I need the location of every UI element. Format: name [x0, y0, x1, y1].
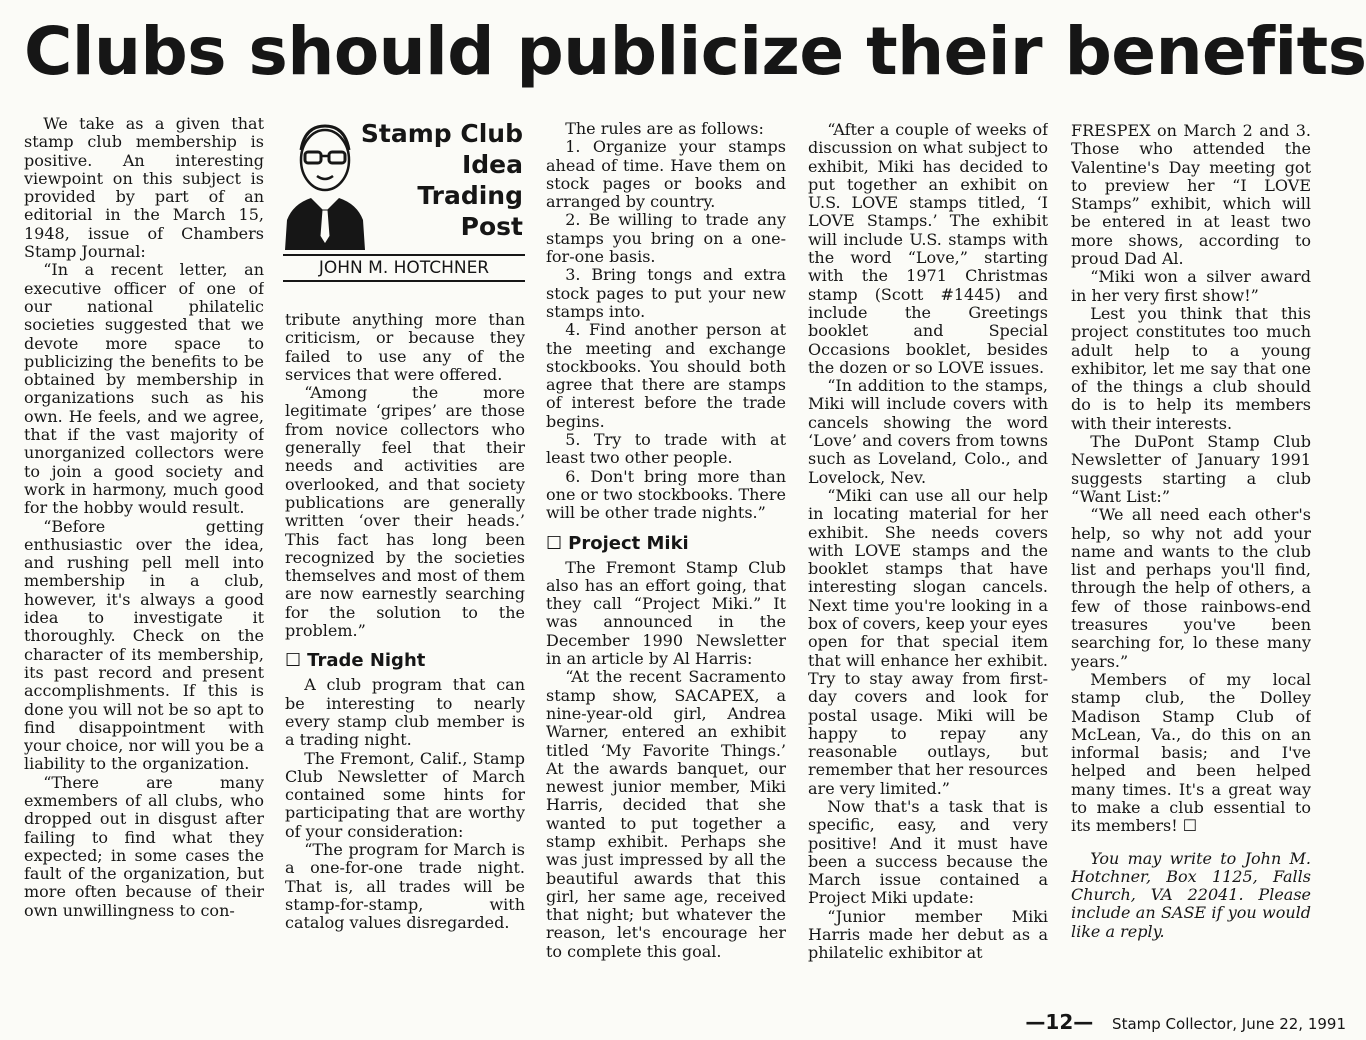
publication-credit: Stamp Collector, June 22, 1991 [1112, 1015, 1346, 1033]
paragraph: The DuPont Stamp Club Newsletter of January 1991 suggests starting a club “Want List:” [1071, 432, 1311, 506]
paragraph: “In a recent letter, an executive officer of one of our national philatelic societies suggested that we devote more space to publicizing the benefits to be obtained by membership in organizations such as his own. He feels, and we agree, that if the vast majority of unorganized collectors were to join a good society and work in harmony, much good for the hobby would result. [24, 260, 264, 518]
paragraph: 5. Try to trade with at least two other people. [546, 430, 786, 468]
paragraph: “We all need each other's help, so why not add your name and wants to the club list and perhaps you'll find, through the help of others, a few of those rainbows-end treasures you've been searching for, lo these many years.” [1071, 505, 1311, 671]
article-column-4 [808, 121, 1048, 971]
paragraph: The Fremont, Calif., Stamp Club Newsletter of March contained some hints for participating that are worthy of your consideration: [285, 748, 525, 841]
paragraph: The rules are as follows: [565, 120, 764, 138]
article-column-5 [1071, 122, 1311, 972]
paragraph: FRESPEX on March 2 and 3. Those who attended the Valentine's Day meeting got to preview her “I LOVE Stamps” exhibit, which will be entered in at least two more shows, according to proud Dad Al. [1071, 122, 1311, 269]
paragraph: 1. Organize your stamps ahead of time. Have them on stock pages or books and arranged by country. [546, 137, 786, 212]
paragraph: We take as a given that stamp club membership is positive. An interesting viewpoint on this subject is provided by part of an editorial in the March 15, 1948, issue of Chambers Stamp Journal: [24, 115, 264, 262]
box-icon: ☐ [546, 532, 563, 554]
subhead-trade-night [285, 650, 525, 672]
article-column-1 [24, 115, 264, 967]
logo-title-line: Trading [417, 181, 523, 210]
paragraph: “After a couple of weeks of discussion on what subject to exhibit, Miki has decided to put together an exhibit on U.S. LOVE stamps titled, ‘I LOVE Stamps.’ The exhibit will include U.S. stamps with the word “Love,” starting with the 1971 Christmas stamp (Scott #1445) and include the Greetings booklet and Special Occasions booklet, besides the dozen or so LOVE issues. [808, 121, 1048, 377]
paragraph: 4. Find another person at the meeting and exchange stockbooks. You should both agree that there are stamps of interest before the trade begins. [546, 320, 786, 431]
logo-title-line: Post [460, 212, 523, 241]
subhead-project-miki [546, 533, 786, 555]
paragraph: “Miki won a silver award in her very first show!” [1071, 267, 1311, 305]
logo-title-line: Stamp Club [360, 119, 523, 148]
box-icon: ☐ [285, 650, 302, 672]
article-column-2 [285, 311, 525, 967]
subhead-label: Project Miki [568, 532, 689, 554]
paragraph: “In addition to the stamps, Miki will include covers with cancels showing the word ‘Love’ and covers from towns such as Loveland, Colo., and Lovelock, Nev. [808, 376, 1048, 487]
headline: Clubs should publicize their benefits [24, 13, 1366, 90]
logo-title-line: Idea [461, 150, 523, 179]
paragraph: “The program for March is a one-for-one trade night. That is, all trades will be stamp-for-stamp, with catalog values disregarded. [285, 840, 525, 933]
subhead-label: Trade Night [307, 650, 426, 672]
column-logo [283, 112, 525, 280]
paragraph: The Fremont Stamp Club also has an effort going, that they call “Project Miki.” It was announced in the December 1990 Newsletter in an article by Al Harris: [546, 557, 786, 669]
paragraph: A club program that can be interesting to nearly every stamp club member is a trading night. [285, 675, 525, 750]
paragraph: 3. Bring tongs and extra stock pages to put your new stamps into. [546, 265, 786, 321]
paragraph: “Among the more legitimate ‘gripes’ are those from novice collectors who generally feel that their needs and activities are overlooked, and that society publications are generally written ‘over their heads.’ This fact has long been recognized by the societies themselves and most of them are now earnestly searching for the solution to the problem.” [285, 383, 525, 641]
article-column-3 [546, 120, 786, 970]
paragraph: Now that's a task that is specific, easy, and very positive! And it must have been a success because the March issue contained a Project Miki update: [808, 796, 1048, 908]
paragraph: “Junior member Miki Harris made her debut as a philatelic exhibitor at [808, 906, 1048, 963]
page-number: —12— [1025, 1010, 1094, 1034]
paragraph: Members of my local stamp club, the Dolley Madison Stamp Club of McLean, Va., do this on an informal basis; and I've helped and been helped many times. It's a great way to make a club essential to its members! ☐ [1071, 669, 1311, 836]
paragraph: 2. Be willing to trade any stamps you bring on a one-for-one basis. [546, 210, 786, 267]
author-signoff: You may write to John M. Hotchner, Box 1125, Falls Church, VA 22041. Please include an SASE if you would like a reply. [1071, 848, 1311, 941]
column-logo-title [353, 118, 523, 242]
author-byline: JOHN M. HOTCHNER [283, 254, 525, 282]
paragraph: “At the recent Sacramento stamp show, SACAPEX, a nine-year-old girl, Andrea Warner, entered an exhibit titled ‘My Favorite Things.’ At the awards banquet, our newest junior member, Miki Harris, decided that she wanted to put together a stamp exhibit. Perhaps she was just impressed by all the beautiful awards that this girl, her same age, received that night; but whatever the reason, let's encourage her to complete this goal. [546, 667, 786, 961]
paragraph: “There are many exmembers of all clubs, who dropped out in disgust after failing to find what they expected; in some cases the fault of the organization, but more often because of their own unwillingness to con- [24, 772, 264, 920]
paragraph: 6. Don't bring more than one or two stockbooks. There will be other trade nights.” [546, 466, 786, 523]
paragraph: “Miki can use all our help in locating material for her exhibit. She needs covers with LOVE stamps and the booklet stamps that have interesting slogan cancels. Next time you're looking in a box of covers, keep your eyes open for that special item that will enhance her exhibit. Try to stay away from first-day covers and look for postal usage. Miki will be happy to repay any reasonable outlays, but remember that her resources are very limited.” [808, 485, 1048, 798]
page-footer [1025, 1010, 1346, 1034]
paragraph: Lest you think that this project constitutes too much adult help to a young exhibitor, let me say that one of the things a club should do is to help its members with their interests. [1071, 303, 1311, 433]
paragraph: tribute anything more than criticism, or because they failed to use any of the services that were offered. [285, 311, 525, 384]
paragraph: “Before getting enthusiastic over the idea, and rushing pell mell into membership in a club, however, it's always a good idea to investigate it thoroughly. Check on the character of its membership, its past record and present accomplishments. If this is done you will not be so apt to find disappointment with your choice, nor will you be a liability to the organization. [24, 516, 264, 774]
